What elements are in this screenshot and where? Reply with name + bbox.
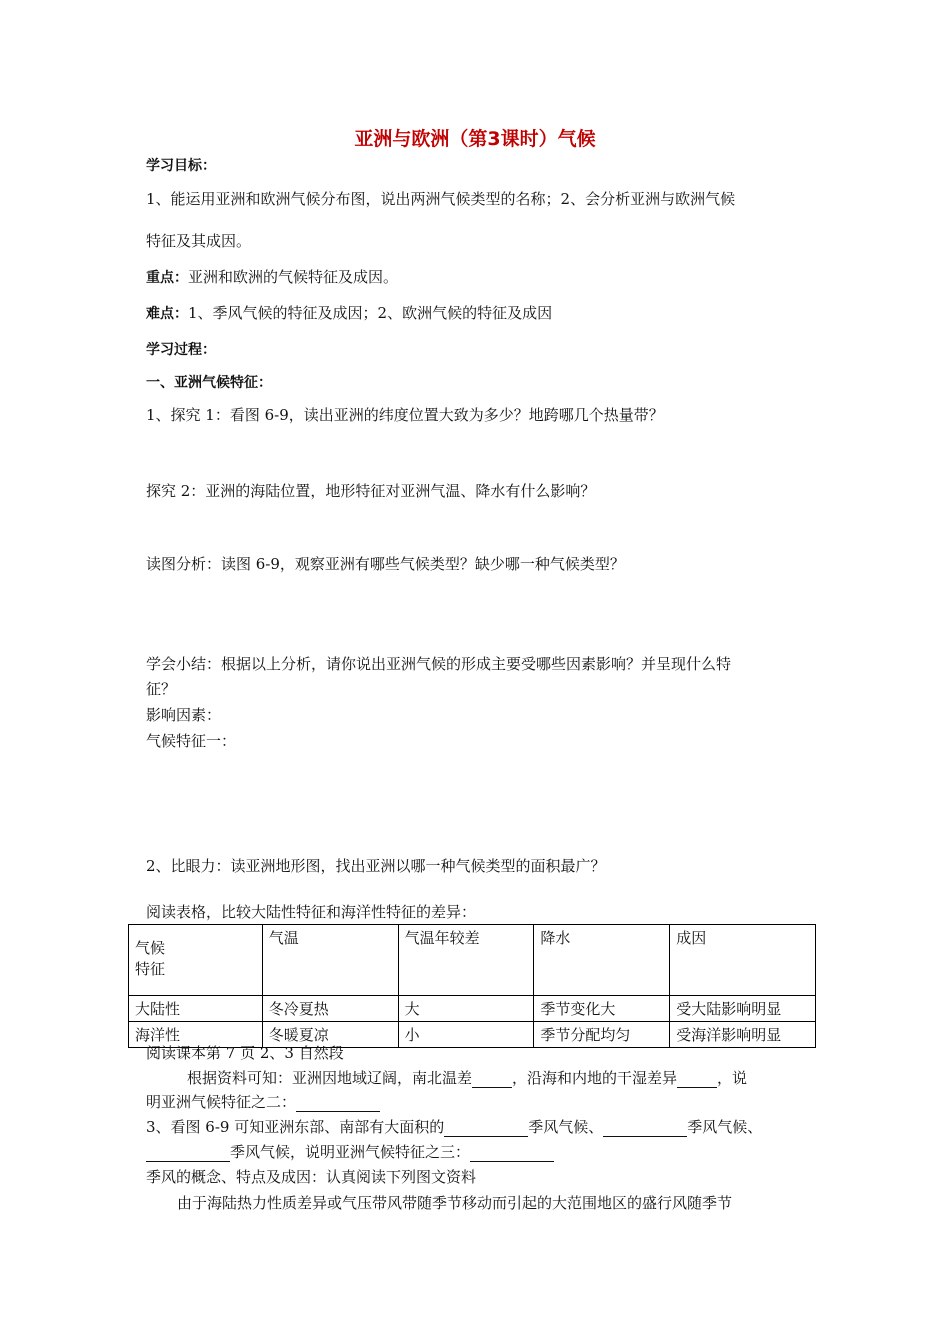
- feature-2-blank[interactable]: [296, 1093, 380, 1112]
- key-point: [146, 266, 398, 287]
- table-cell: 季节分配均匀: [534, 1022, 670, 1048]
- difficulty-label: 难点：: [146, 306, 188, 322]
- table-header-cell: 成因: [670, 925, 816, 996]
- monsoon-type-2-blank[interactable]: [603, 1118, 687, 1137]
- question-4: 2、比眼力：读亚洲地形图，找出亚洲以哪一种气候类型的面积最广？: [146, 857, 606, 875]
- question-5-text-c: 季风气候、: [687, 1118, 763, 1136]
- table-cell: 季节变化大: [534, 996, 670, 1022]
- influence-factors-label: 影响因素：: [146, 706, 222, 724]
- table-intro: 阅读表格，比较大陆性特征和海洋性特征的差异：: [146, 903, 477, 921]
- question-5-line-2: [146, 1141, 554, 1162]
- climate-feature-1-label: 气候特征一：: [146, 732, 237, 750]
- section-1-heading: 一、亚洲气候特征：: [146, 375, 272, 391]
- difficulty-text: 1、季风气候的特征及成因；2、欧洲气候的特征及成因: [188, 304, 553, 322]
- reading-text-b: ，沿海和内地的干湿差异: [512, 1069, 678, 1087]
- page-title: 亚洲与欧洲（第3课时）气候: [354, 128, 596, 150]
- monsoon-heading: 季风的概念、特点及成因：认真阅读下列图文资料: [146, 1168, 477, 1186]
- reading-line-3: [146, 1091, 380, 1112]
- table-cell: 大陆性: [129, 996, 263, 1022]
- table-cell: 冬冷夏热: [262, 996, 398, 1022]
- summary-line-2: 征？: [146, 680, 177, 698]
- process-heading: 学习过程：: [146, 342, 216, 358]
- feature-3-blank[interactable]: [470, 1143, 554, 1162]
- temperature-difference-blank[interactable]: [472, 1069, 512, 1088]
- monsoon-type-1-blank[interactable]: [444, 1118, 528, 1137]
- question-5-text-b: 季风气候、: [528, 1118, 604, 1136]
- monsoon-type-3-blank[interactable]: [146, 1143, 230, 1162]
- reading-text-a: 根据资料可知：亚洲因地域辽阔，南北温差: [187, 1069, 473, 1087]
- key-point-text: 亚洲和欧洲的气候特征及成因。: [188, 268, 399, 286]
- summary-line-1: 学会小结：根据以上分析，请你说出亚洲气候的形成主要受哪些因素影响？并呈现什么特: [146, 655, 732, 673]
- objectives-heading: 学习目标：: [146, 158, 216, 174]
- reading-line-2: [187, 1067, 747, 1088]
- question-5-text-a: 3、看图 6-9 可知亚洲东部、南部有大面积的: [146, 1118, 445, 1136]
- question-2: 探究 2：亚洲的海陆位置，地形特征对亚洲气温、降水有什么影响？: [146, 482, 596, 500]
- question-3: 读图分析：读图 6-9，观察亚洲有哪些气候类型？缺少哪一种气候类型？: [146, 555, 625, 573]
- table-cell: 冬暖夏凉: [262, 1022, 398, 1048]
- key-point-label: 重点：: [146, 270, 188, 286]
- humidity-difference-blank[interactable]: [677, 1069, 717, 1088]
- objectives-line-2: 特征及其成因。: [146, 232, 252, 250]
- objectives-line-1: 1、能运用亚洲和欧洲气候分布图，说出两洲气候类型的名称；2、会分析亚洲与欧洲气候: [146, 190, 736, 208]
- table-cell: 小: [398, 1022, 534, 1048]
- question-5-line-1: [146, 1116, 762, 1137]
- table-cell: 大: [398, 996, 534, 1022]
- table-header-cell: 气温: [262, 925, 398, 996]
- monsoon-text: 由于海陆热力性质差异或气压带风带随季节移动而引起的大范围地区的盛行风随季节: [177, 1194, 733, 1212]
- table-cell: 受海洋影响明显: [670, 1022, 816, 1048]
- table-cell: 海洋性: [129, 1022, 263, 1048]
- table-header-cell: 降水: [534, 925, 670, 996]
- reading-text-c: ，说: [717, 1069, 748, 1087]
- table-row: [129, 996, 816, 1022]
- table-header-cell: 气候 特征: [129, 925, 263, 996]
- difficulty: [146, 302, 552, 323]
- table-header-row: [129, 925, 816, 996]
- table-cell: 受大陆影响明显: [670, 996, 816, 1022]
- question-5-text-d: 季风气候，说明亚洲气候特征之三：: [230, 1143, 471, 1161]
- reading-text-d: 明亚洲气候特征之二：: [146, 1093, 297, 1111]
- comparison-table: [128, 924, 816, 1048]
- question-1: 1、探究 1：看图 6-9，读出亚洲的纬度位置大致为多少？地跨哪几个热量带？: [146, 406, 664, 424]
- table-header-cell: 气温年较差: [398, 925, 534, 996]
- reading-line-1: 阅读课本第 7 页 2、3 自然段: [146, 1044, 344, 1062]
